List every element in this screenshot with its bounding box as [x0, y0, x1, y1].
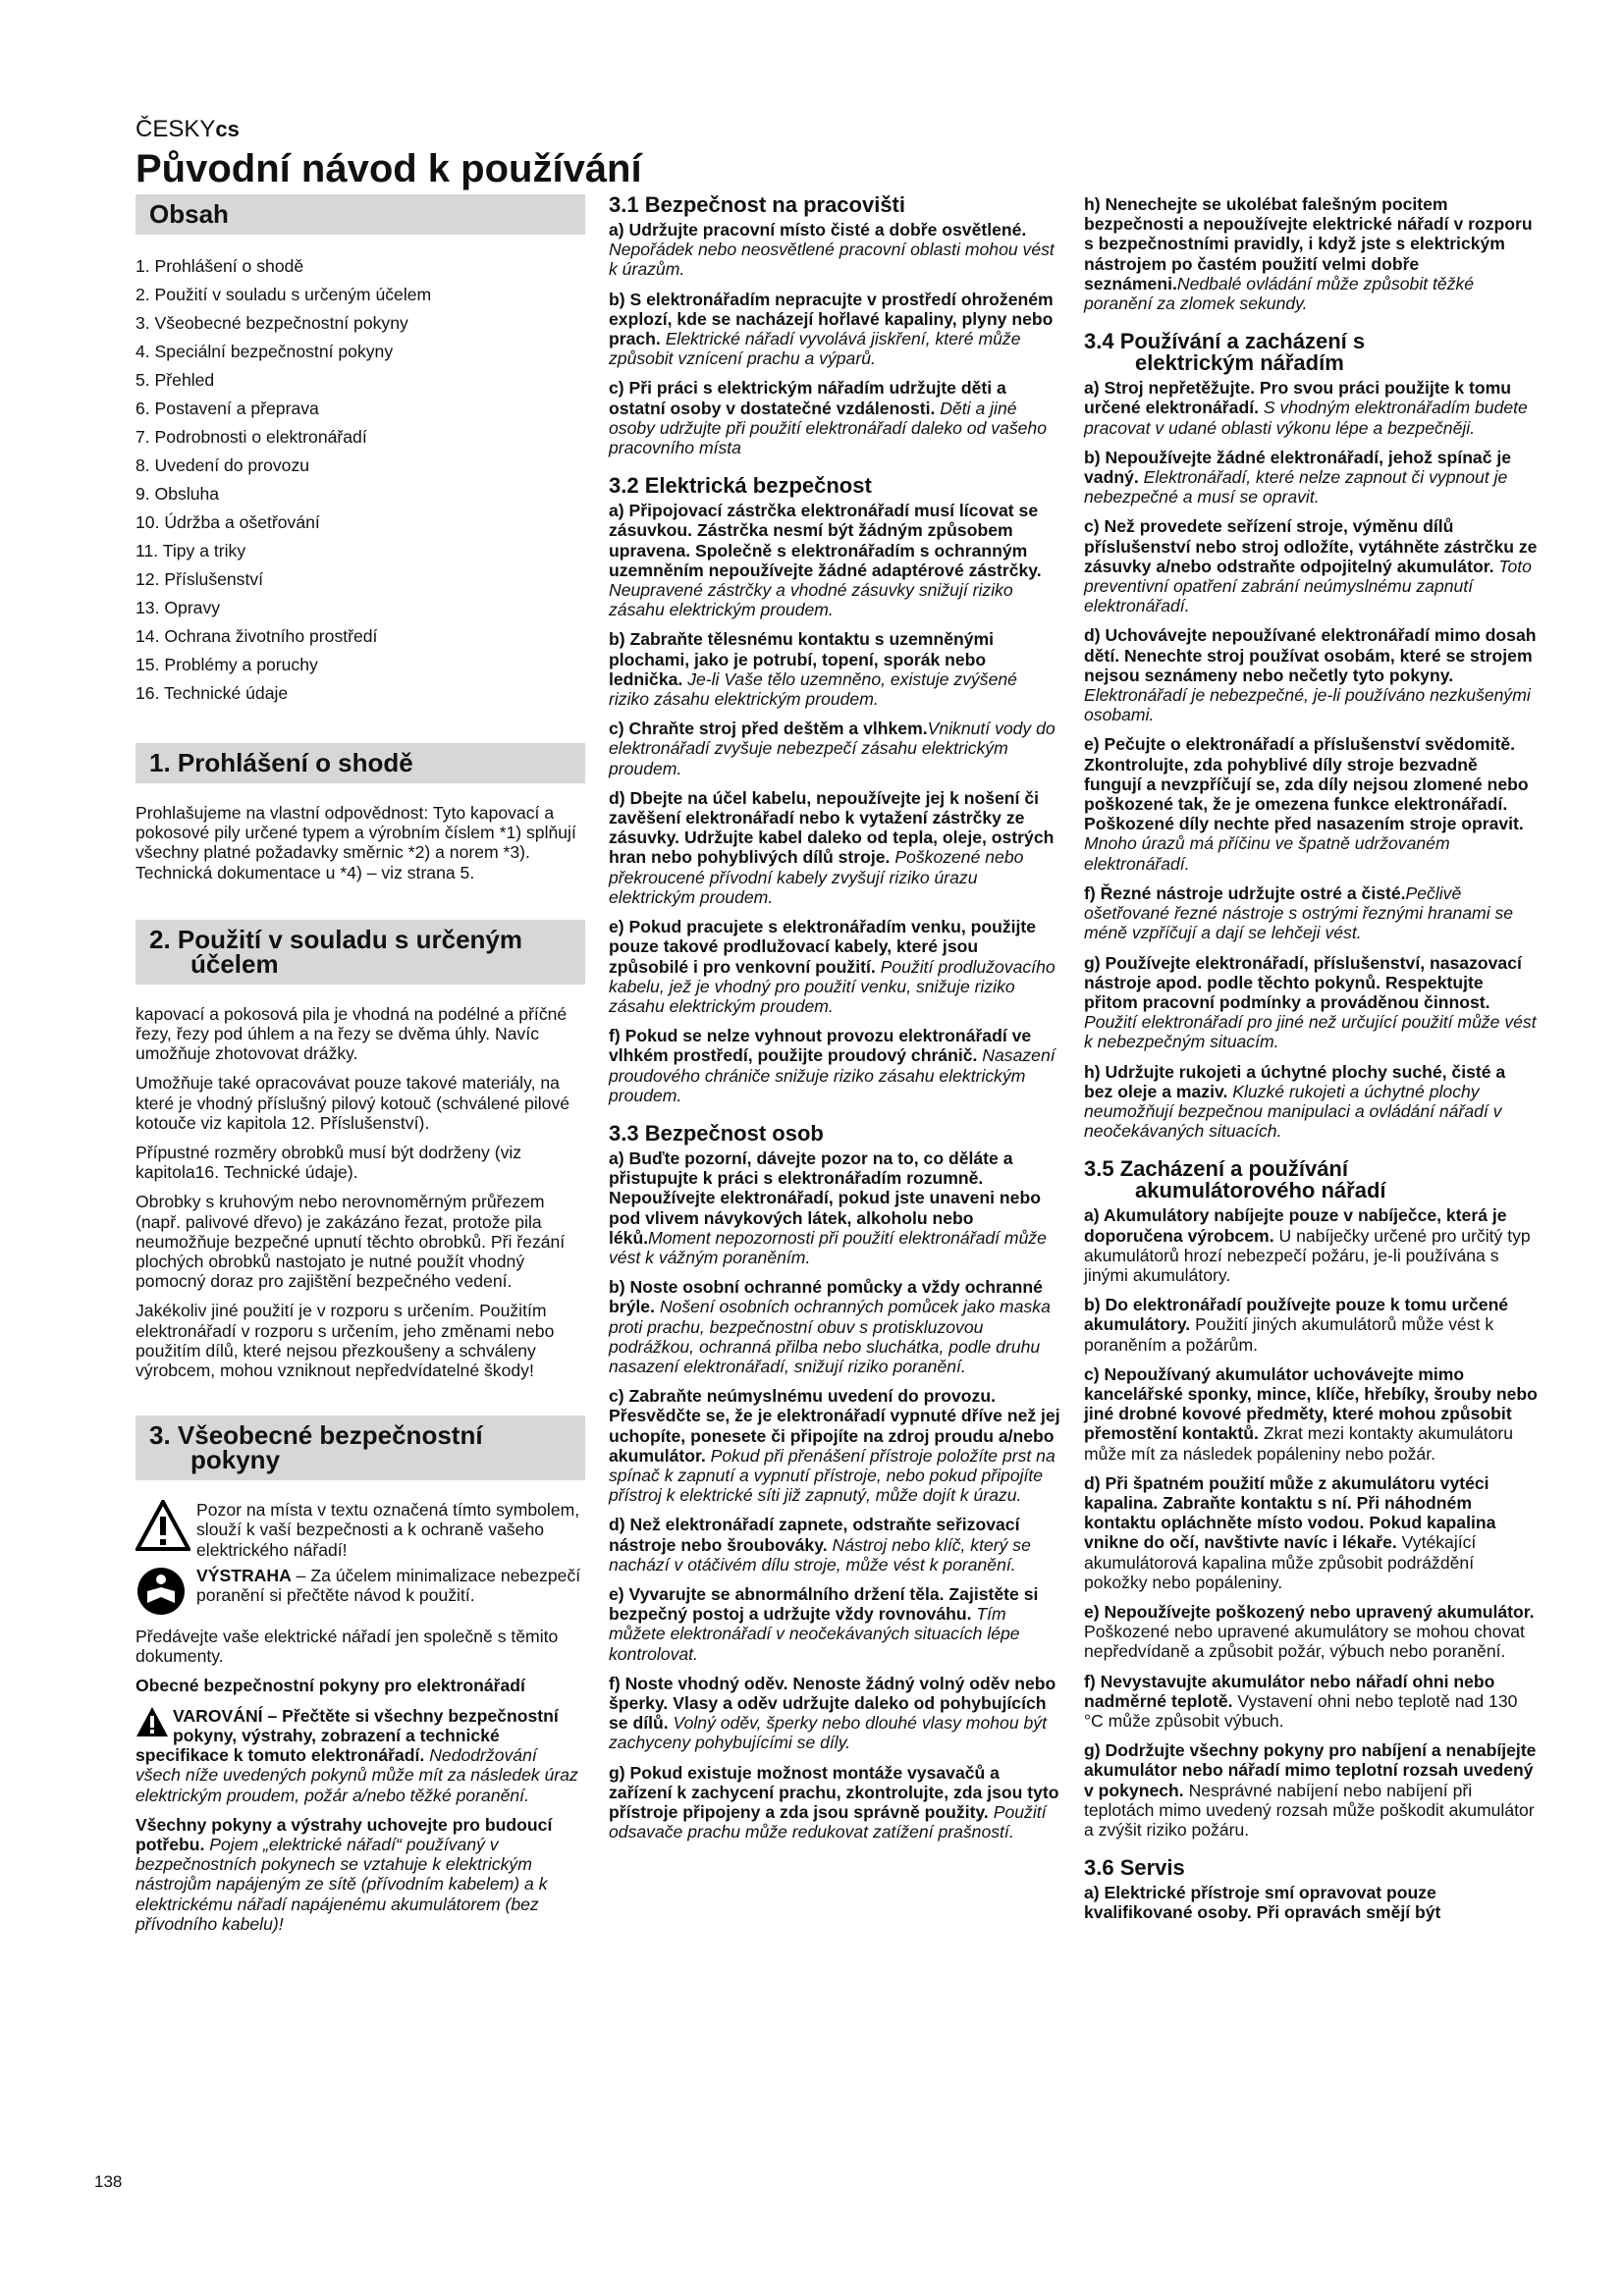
column-3 [1084, 194, 1538, 1933]
safety-item: a) Akumulátory nabíjejte pouze v nabíječce, která je doporučena výrobcem. U nabíječky určené pro určitý typ akumulátorů hrozí nebezpečí požáru, je-li používána s jinými akumulátory. [1084, 1205, 1531, 1285]
safety-item: a) Elektrické přístroje smí opravovat pouze kvalifikované osoby. Při opravách smějí být [1084, 1883, 1441, 1923]
safety-item: d) Při špatném použití může z akumulátoru vytéci kapalina. Zabraňte kontaktu s ní. Při náhodném kontaktu opláchněte místo vodou. Pokud kapalina vnikne do očí, navštivte navíc i lékaře. Vytékající akumulátorová kapalina může způsobit podráždění pokožky nebo popáleniny. [1084, 1472, 1496, 1592]
safety-text: Předávejte vaše elektrické nářadí jen společně s těmito dokumenty. [135, 1627, 559, 1667]
safety-symbol-note: Pozor na místa v textu označená tímto symbolem, slouží k vaší bezpečnosti a k ochraně vašeho elektrického nářadí! [135, 1500, 585, 1560]
toc-item[interactable]: 14. Ochrana životního prostředí [135, 626, 378, 646]
subsection-heading: 3.3 Bezpečnost osob [609, 1120, 824, 1146]
intended-use-text: Přípustné rozměry obrobků musí být dodrženy (viz kapitola16. Technické údaje). [135, 1143, 522, 1183]
subsection-heading: 3.2 Elektrická bezpečnost [609, 473, 872, 499]
section-heading-3: 3. Všeobecné bezpečnostní pokyny [135, 1415, 585, 1480]
language-label: ČESKYcs [135, 116, 240, 142]
safety-item: g) Dodržujte všechny pokyny pro nabíjení a nenabíjejte akumulátor nebo nářadí mimo teplotní rozsah uvedený v pokynech. Nesprávné nabíjení nebo nabíjení při teplotách mimo uvedený rozsah může poškodit akumulátor a zvýšit riziko požáru. [1084, 1740, 1537, 1841]
safety-item: h) Nenechejte se ukolébat falešným pocitem bezpečnosti a nepoužívejte elektrické nářadí v rozporu s bezpečnostními pravidly, i když jste s elektrickým nástrojem po častém použití velmi dobře seznámeni.Nedbalé ovládání může způsobit těžké poranění za zlomek sekundy. [1084, 194, 1533, 314]
safety-item: e) Vyvarujte se abnormálního držení těla. Zajistěte si bezpečný postoj a udržujte vždy rovnováhu. Tím můžete elektronářadí v neočekávaných situacích lépe kontrolovat. [609, 1583, 1039, 1664]
column-1 [135, 194, 585, 1944]
safety-item: c) Chraňte stroj před deštěm a vlhkem.Vniknutí vody do elektronářadí zvyšuje nebezpečí zásahu elektrickým proudem. [609, 719, 1056, 778]
safety-item: g) Používejte elektronářadí, příslušenství, nasazovací nástroje apod. podle těchto pokynů. Respektujte přitom pracovní podmínky a prováděnou činnost. Použití elektronářadí pro jiné než určující použití může vést k nebezpečným situacím. [1084, 952, 1537, 1052]
intended-use-text: Obrobky s kruhovým nebo nerovnoměrným průřezem (např. palivové dřevo) je zakázáno řezat, protože pila neumožňuje bezpečné upnutí těchto obrobků. Při řezání plochých obrobků nastojato je nutné použít vhodný pomocný doraz pro zajištění bezpečného vedení. [135, 1192, 566, 1292]
warning-triangle-icon [135, 1500, 190, 1560]
subsection-heading: 3.1 Bezpečnost na pracovišti [609, 192, 905, 217]
toc-item[interactable]: 10. Údržba a ošetřování [135, 512, 320, 532]
general-safety-heading: Obecné bezpečnostní pokyny pro elektronářadí [135, 1676, 525, 1696]
safety-item: d) Než elektronářadí zapnete, odstraňte seřizovací nástroje nebo šroubováky. Nástroj nebo klíč, který se nachází v otáčivém dílu stroje, může vést k poranění. [609, 1515, 1031, 1575]
warning-triangle-icon [135, 1706, 169, 1741]
section-heading-1: 1. Prohlášení o shodě [135, 743, 585, 783]
read-manual-icon [135, 1566, 190, 1621]
toc-item[interactable]: 2. Použití v souladu s určeným účelem [135, 285, 432, 304]
safety-item: e) Nepoužívejte poškozený nebo upravený akumulátor. Poškozené nebo upravené akumulátory se mohou chovat nepředvídaně a způsobit požár, výbuch nebo poranění. [1084, 1601, 1535, 1662]
safety-item: b) S elektronářadím nepracujte v prostředí ohroženém explozí, kde se nacházejí hořlavé kapaliny, plyny nebo prach. Elektrické nářadí vyvolává jiskření, které může způsobit vznícení prachu a výparů. [609, 289, 1054, 369]
toc-item[interactable]: 6. Postavení a přeprava [135, 399, 319, 418]
intended-use-text: Jakékoliv jiné použití je v rozporu s určením. Použitím elektronářadí v rozporu s určením, jeho změnami nebo použitím dílů, které nejsou přezkoušeny a schváleny výrobcem, mohou vzniknout nepředvídatelné škody! [135, 1301, 555, 1381]
safety-item: f) Řezné nástroje udržujte ostré a čisté.Pečlivě ošetřované řezné nástroje s ostrými řeznými hranami se méně vzpříčují a dají se lehčeji vést. [1084, 882, 1514, 943]
subsection-heading: 3.4 Používání a zacházení s elektrickým nářadím [1084, 329, 1366, 376]
intended-use-text: kapovací a pokosová pila je vhodná na podélné a příčné řezy, řezy pod úhlem a na řezy se dvěma úhly. Navíc umožňuje zhotovovat drážky. [135, 1003, 568, 1064]
keep-instructions-paragraph: Všechny pokyny a výstrahy uchovejte pro budoucí potřebu. Pojem „elektrické nářadí“ používaný v bezpečnostních pokynech se vztahuje k elektrickým nástrojům napájeným ze sítě (přívodním kabelem) a k elektrickému nářadí napájenému akumulátorem (bez přívodního kabelu)! [135, 1814, 553, 1934]
toc-item[interactable]: 8. Uvedení do provozu [135, 455, 310, 475]
toc-item[interactable]: 3. Všeobecné bezpečnostní pokyny [135, 313, 408, 333]
safety-item: a) Stroj nepřetěžujte. Pro svou práci použijte k tomu určené elektronářadí. S vhodným elektronářadím budete pracovat v udané oblasti výkonu lépe a bezpečněji. [1084, 378, 1528, 438]
section-heading-2: 2. Použití v souladu s určeným účelem [135, 920, 585, 985]
subsection-heading: 3.6 Servis [1084, 1855, 1185, 1881]
safety-item: b) Noste osobní ochranné pomůcky a vždy ochranné brýle. Nošení osobních ochranných pomůcek jako maska proti prachu, bezpečnostní obuv s protiskluzovou podrážkou, ochranná přilba nebo sluchátka, podle druhu nasazení elektronářadí, snižují riziko poranění. [609, 1277, 1051, 1376]
toc-item[interactable]: 13. Opravy [135, 598, 221, 617]
toc-heading: Obsah [135, 194, 585, 235]
safety-item: c) Při práci s elektrickým nářadím udržujte děti a ostatní osoby v dostatečné vzdálenosti. Děti a jiné osoby udržujte při použití elektronářadí daleko od vašeho pracovního místa [609, 378, 1047, 458]
safety-item: c) Zabraňte neúmyslnému uvedení do provozu. Přesvědčte se, že je elektronářadí vypnuté dříve než jej uchopíte, ponesete či připojíte na zdroj proudu a/nebo akumulátor. Pokud při přenášení přístroje položíte prst na spínač k zapnutí a vypnutí přístroje, nebo pokud připojíte přístroj k elektrické síti již zapnutý, může dojít k úrazu. [609, 1386, 1060, 1506]
safety-item: d) Uchovávejte nepoužívané elektronářadí mimo dosah dětí. Nenechte stroj používat osobám, které se strojem nejsou seznámeny nebo nečetly tyto pokyny. Elektronářadí je nebezpečné, je-li používáno nezkušenými osobami. [1084, 625, 1537, 725]
safety-item: a) Buďte pozorní, dávejte pozor na to, co děláte a přistupujte k práci s elektronářadím rozumně. Nepoužívejte elektronářadí, pokud jste unaveni nebo pod vlivem návykových látek, alkoholu nebo léků.Moment nepozornosti při použití elektronářadí může vést k vážným poraněním. [609, 1148, 1047, 1267]
toc-item[interactable]: 11. Tipy a triky [135, 541, 246, 561]
toc-item[interactable]: 15. Problémy a poruchy [135, 655, 318, 674]
safety-item: c) Než provedete seřízení stroje, výměnu dílů příslušenství nebo stroj odložíte, vytáhněte zástrčku ze zásuvky a/nebo odstraňte odpojitelný akumulátor. Toto preventivní opatření zabrání neúmyslnému zapnutí elektronářadí. [1084, 516, 1538, 616]
subsection-heading: 3.5 Zacházení a používání akumulátorového nářadí [1084, 1156, 1386, 1203]
toc-item[interactable]: 7. Podrobnosti o elektronářadí [135, 427, 367, 447]
toc-item[interactable]: 5. Přehled [135, 370, 215, 390]
safety-item: a) Připojovací zástrčka elektronářadí musí lícovat se zásuvkou. Zástrčka nesmí být žádným způsobem upravena. Společně s elektronářadím s ochranným uzemněním nepoužívejte žádné adaptérové zástrčky. Neupravené zástrčky a vhodné zásuvky snižují riziko zásahu elektrickým proudem. [609, 501, 1042, 620]
declaration-text: Prohlašujeme na vlastní odpovědnost: Tyto kapovací a pokosové pily určené typem a výrobním číslem *1) splňují všechny platné požadavky směrnic *2) a norem *3). Technická dokumentace u *4) – viz strana 5. [135, 803, 576, 882]
safety-item: f) Pokud se nelze vyhnout provozu elektronářadí ve vlhkém prostředí, použijte proudový chránič. Nasazení proudového chrániče snižuje riziko zásahu elektrickým proudem. [609, 1026, 1056, 1105]
toc-item[interactable]: 12. Příslušenství [135, 569, 264, 589]
safety-item: c) Nepoužívaný akumulátor uchovávejte mimo kancelářské sponky, mince, klíče, hřebíky, šrouby nebo jiné drobné kovové předměty, které mohou způsobit přemostění kontaktů. Zkrat mezi kontakty akumulátoru může mít za následek popáleniny nebo požár. [1084, 1363, 1538, 1464]
page-number: 138 [94, 2172, 123, 2191]
safety-item: b) Nepoužívejte žádné elektronářadí, jehož spínač je vadný. Elektronářadí, které nelze zapnout či vypnout je nebezpečné a musí se opravit. [1084, 447, 1512, 507]
safety-item: g) Pokud existuje možnost montáže vysavačů a zařízení k zachycení prachu, zkontrolujte, zda jsou tyto přístroje připojeny a zda jsou správně použity. Použití odsavače prachu může redukovat zatížení prašností. [609, 1762, 1059, 1842]
page-title: Původní návod k používání [135, 147, 642, 190]
safety-item: b) Do elektronářadí používejte pouze k tomu určené akumulátory. Použití jiných akumulátorů může vést k poraněním a požárům. [1084, 1295, 1509, 1355]
table-of-contents [135, 252, 585, 708]
toc-item[interactable]: 1. Prohlášení o shodě [135, 256, 304, 276]
column-2 [609, 194, 1060, 1851]
safety-item: a) Udržujte pracovní místo čisté a dobře osvětlené. Nepořádek nebo neosvětlené pracovní oblasti mohou vést k úrazům. [609, 220, 1055, 280]
safety-item: f) Nevystavujte akumulátor nebo nářadí ohni nebo nadměrné teplotě. Vystavení ohni nebo teplotě nad 130 °C může způsobit výbuch. [1084, 1671, 1518, 1731]
intended-use-text: Umožňuje také opracovávat pouze takové materiály, na které je vhodný příslušný pilový kotouč (schválené pilové kotouče viz kapitola 12. Příslušenství). [135, 1073, 570, 1133]
safety-item: b) Zabraňte tělesnému kontaktu s uzemněnými plochami, jako je potrubí, topení, sporák nebo lednička. Je-li Vaše tělo uzemněno, existuje zvýšené riziko zásahu elektrickým proudem. [609, 629, 1017, 710]
safety-item: e) Pokud pracujete s elektronářadím venku, použijte pouze takové prodlužovací kabely, které jsou způsobilé i pro venkovní použití. Použití prodlužovacího kabelu, jež je vhodný pro použití venku, snižuje riziko zásahu elektrickým proudem. [609, 917, 1056, 1016]
read-manual-note: VÝSTRAHA – Za účelem minimalizace nebezpečí poranění si přečtěte návod k použití. [135, 1566, 585, 1621]
toc-item[interactable]: 9. Obsluha [135, 484, 220, 504]
safety-item: d) Dbejte na účel kabelu, nepoužívejte jej k nošení či zavěšení elektronářadí nebo k vytažení zástrčky ze zásuvky. Udržujte kabel daleko od tepla, oleje, ostrých hran nebo pohyblivých dílů stroje. Poškozené nebo překroucené přívodní kabely zvyšují riziko úrazu elektrickým proudem. [609, 787, 1055, 907]
toc-item[interactable]: 4. Speciální bezpečnostní pokyny [135, 342, 394, 361]
toc-item[interactable]: 16. Technické údaje [135, 683, 289, 703]
warning-paragraph: VAROVÁNÍ – Přečtěte si všechny bezpečnostní pokyny, výstrahy, zobrazení a technické specifikace k tomuto elektronářadí. Nedodržování všech níže uvedených pokynů může mít za následek úraz elektrickým proudem, požár a/nebo těžké poranění. [135, 1705, 578, 1805]
safety-item: f) Noste vhodný oděv. Nenoste žádný volný oděv nebo šperky. Vlasy a oděv udržujte daleko od pohybujících se dílů. Volný oděv, šperky nebo dlouhé vlasy mohou být zachyceny pohybujícími se díly. [609, 1673, 1056, 1753]
safety-item: h) Udržujte rukojeti a úchytné plochy suché, čisté a bez oleje a maziv. Kluzké rukojeti a úchytné plochy neumožňují bezpečnou manipulaci a ovládání nářadí v neočekávaných situacích. [1084, 1061, 1506, 1142]
safety-item: e) Pečujte o elektronářadí a příslušenství svědomitě. Zkontrolujte, zda pohyblivé díly stroje bezvadně fungují a nevzpříčují se, zda díly nejsou zlomené nebo poškozené tak, že je omezena funkce elektronářadí. Poškozené díly nechte před nasazením stroje opravit. Mnoho úrazů má příčinu ve špatně udržovaném elektronářadí. [1084, 734, 1529, 874]
